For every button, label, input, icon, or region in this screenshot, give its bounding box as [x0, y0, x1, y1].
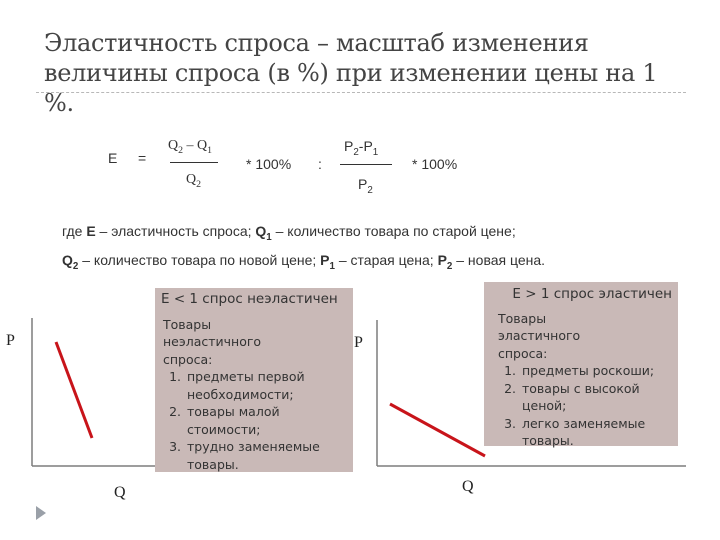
- formula-percent-2: * 100%: [412, 156, 458, 172]
- inelastic-item: 3. трудно заменяемые товары.: [185, 438, 347, 473]
- elastic-list: [498, 362, 670, 450]
- inelastic-list: [163, 368, 347, 473]
- elastic-header: E > 1 спрос эластичен: [484, 282, 678, 308]
- formula-E: E: [108, 150, 118, 166]
- formula-p-denominator: $P_2$: [358, 176, 373, 196]
- right-demand-line: [390, 404, 485, 456]
- definitions-text: где E – эластичность спроса; $Q_1$ – количество товара по старой цене; $Q_2$ – количество товара по новой цене; $P_1$ – старая цена; $P_2$ – новая цена.: [62, 223, 546, 272]
- formula-p-numerator: $P_2-P_1$: [344, 138, 379, 158]
- formula-q-numerator: $Q_2 - Q_1$: [168, 138, 213, 156]
- left-x-axis-label: Q: [114, 484, 126, 501]
- right-y-axis-label: P: [354, 334, 363, 351]
- formula-equals: =: [138, 150, 147, 166]
- slide-title: Эластичность спроса – масштаб изменения величины спроса (в %) при изменении цены на 1 %.: [44, 29, 658, 117]
- formula-colon: :: [318, 156, 322, 172]
- elastic-item: 3. легко заменяемые товары.: [520, 415, 670, 450]
- elastic-body: [484, 308, 678, 450]
- formula-q-denominator: $Q_2$: [186, 172, 202, 190]
- formula-percent-1: * 100%: [246, 156, 292, 172]
- inelastic-body: [155, 312, 353, 474]
- inelastic-item: 2. товары малой стоимости;: [185, 403, 347, 438]
- left-y-axis-label: P: [6, 332, 15, 349]
- inelastic-box: [155, 288, 353, 472]
- elastic-item: 1. предметы роскоши;: [520, 362, 670, 380]
- inelastic-intro: Товары неэластичного спроса:: [163, 316, 262, 367]
- elastic-intro: Товары эластичного спроса:: [498, 310, 581, 361]
- elastic-item: 2. товары с высокой ценой;: [520, 380, 670, 415]
- inelastic-header: E < 1 спрос неэластичен: [155, 288, 353, 312]
- inelastic-item: 1. предметы первой необходимости;: [185, 368, 347, 403]
- left-demand-line: [56, 342, 92, 438]
- right-x-axis-label: Q: [462, 478, 474, 495]
- next-slide-arrow-icon[interactable]: [36, 506, 46, 520]
- elastic-box: [484, 282, 678, 446]
